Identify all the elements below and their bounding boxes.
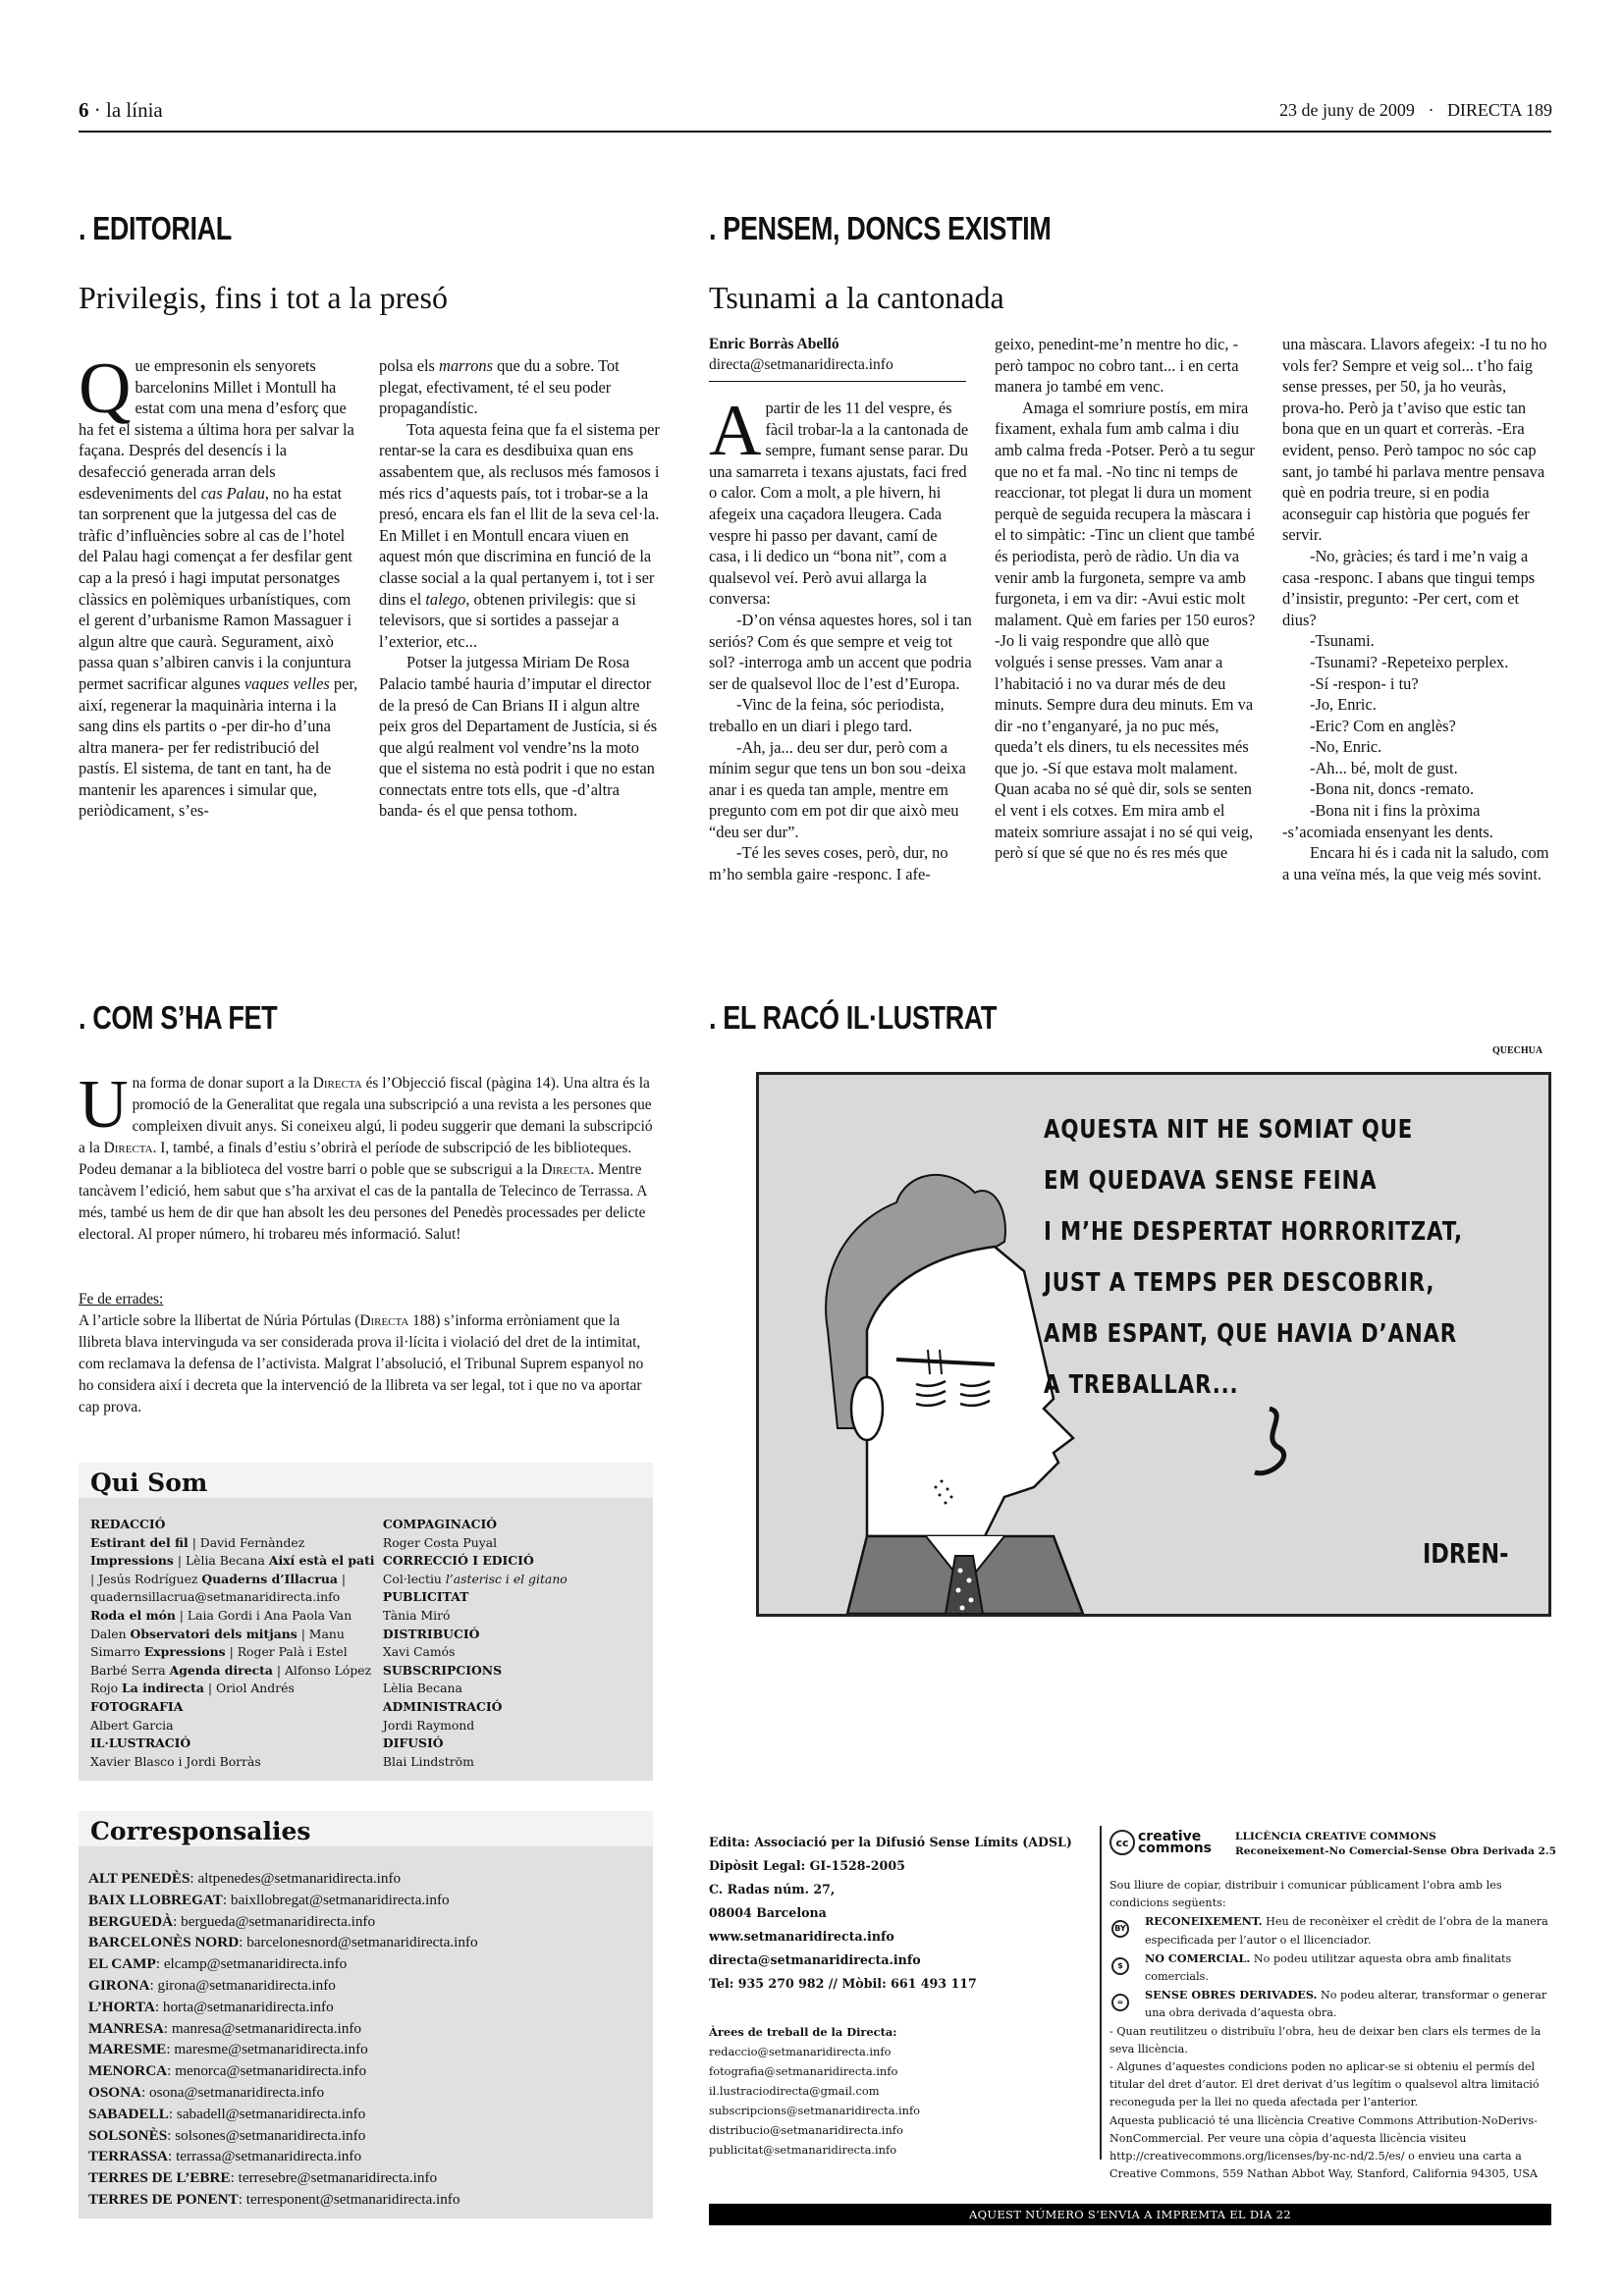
cartoon-credit: QUECHUA — [1492, 1045, 1543, 1056]
byline — [709, 334, 966, 382]
license-url-note: Aquesta publicació té una llicència Creative Commons Attribution-NoDerivs- NonCommercial. Per veure una còpia d’aquesta llicència visiteu http://creativecommons.org/licenses/by-nc-nd/2.5/es/ o envieu una carta a Creative Commons, 559 Nathan Abbot Way, Stanford, California 94305, USA — [1109, 2113, 1538, 2181]
qui-som-box — [79, 1463, 653, 1781]
dropcap: A — [709, 391, 762, 471]
list-item: MANRESA: manresa@setmanaridirecta.info — [88, 2019, 362, 2037]
pensem-section-title: . PENSEM, DONCS EXISTIM — [709, 210, 1052, 246]
license-title: LLICÈNCIA CREATIVE COMMONS Reconeixement-No Comercial-Sense Obra Derivada 2.5 — [1235, 1831, 1556, 1857]
editorial-column-2: polsa els marrons que du a sobre. Tot plegat, efectivament, té el seu poder propagandístic. Tota aquesta feina que fa el sistema per rentar-se la cara es desdibuixa quan ens assabentem que, als reclusos més famosos i més rics d’aquests país, tot i trobar-se a la presó, encara els fan el llit de la seva cel·la. En Millet i en Montull encara viuen en aquest món que discrimina en funció de la classe social a la qual pertanyem i, tot i ser dins el talego, obtenen privilegis: que si televisors, que si sortides a passejar a l’exterior, etc... Potser la jutgessa Miriam De Rosa Palacio també hauria d’imputar el director de la presó de Can Brians II i algun altre peix gros del Departament de Justícia, si és que algú realment vol vendre’ns la moto que el sistema no està podrit i que no estan connectats entre tots ells, que -d’altra banda- és el que pensa tothom. — [379, 356, 660, 821]
website-link[interactable]: www.setmanaridirecta.info — [709, 1929, 894, 1944]
qui-som-right-column: COMPAGINACIÓ Roger Costa Puyal CORRECCIÓ I EDICIÓ Col·lectiu l’asterisc i el gitano PUBLICITAT Tània Miró DISTRIBUCIÓ Xavi Camós SUBSCRIPCIONS Lèlia Becana ADMINISTRACIÓ Jordi Raymond DIFUSIÓ Blai Lindström — [382, 1517, 568, 1769]
license-condition: BY RECONEIXEMENT. Heu de reconèixer el crèdit de l’obra de la manera especificada per l’autor o el llicenciador. — [1109, 1912, 1556, 1949]
list-item: OSONA: osona@setmanaridirecta.info — [88, 2083, 325, 2101]
editorial-column-1: Que empresonin els senyorets barcelonins Millet i Montull ha estat com una mena d’esforç que ha fet el sistema a última hora per salvar la façana. Després del desencís i la desafecció generada arran dels esdeveniments del cas Palau, no ha estat tan sorprenent que la jutgessa del cas de tràfic d’influències sobre al cas de l’hotel del Palau hagi començat a fer desfilar gent cap a la presó i hagi imputat personatges clàssics en polèmiques urbanístiques, com el gerent d’urbanisme Ramon Massaguer i algun altre que caurà. Segurament, això passa quan s’albiren canvis i la conjuntura permet sacrificar algunes vaques velles per, així, regenerar la maquinària interna i la sang dins els partits o -per dir-ho d’una altra manera- per fer redistribució del pastís. El sistema, de tant en tant, ha de mantenir les aparences i simular que, periòdicament, s’es- — [79, 348, 358, 821]
corresponsalies-list — [79, 1846, 653, 2218]
comfet-body: Una forma de donar suport a la Directa és l’Objecció fiscal (pàgina 14). Una altra és la promoció de la Generalitat que regala una subscripció a una revista a les persones que compleixen divuit anys. Si coneixeu algú, li podeu suggerir que demani la subscripció a la Directa. I, també, a finals d’estiu s’obrirà el període de subscripció de les biblioteques. Podeu demanar a la biblioteca del vostre barri o poble que se subscrigui a la Directa. Mentre tancàvem l’edició, hem sabut que s’ha arxivat el cas de la pantalla de Telecinco de Terrassa. A més, també us hem de dir que han absolt les deu persones del Penedès processades per delicte electoral. Al proper número, hi trobareu més informació. Salut! — [79, 1067, 653, 1243]
errata-title: Fe de errades: — [79, 1291, 164, 1308]
pensem-headline: Tsunami a la cantonada — [709, 280, 1004, 315]
license-condition: = SENSE OBRES DERIVADES. No podeu alterar, transformar o generar una obra derivada d’aquesta obra. — [1109, 1986, 1556, 2022]
artist-signature: IDREN- — [1422, 1537, 1509, 1570]
cc-icon: cc — [1109, 1830, 1135, 1855]
license-condition: $ NO COMERCIAL. No podeu utilitzar aquesta obra amb finalitats comercials. — [1109, 1949, 1556, 1986]
list-item: MARESME: maresme@setmanaridirecta.info — [88, 2041, 368, 2058]
list-item: BERGUEDÀ: bergueda@setmanaridirecta.info — [88, 1912, 376, 1930]
dropcap: U — [79, 1067, 129, 1143]
list-item: EL CAMP: elcamp@setmanaridirecta.info — [88, 1955, 348, 1973]
issue-date: 23 de juny de 2009 — [1278, 100, 1415, 120]
header-rule — [79, 131, 1551, 133]
pensem-column-1: A partir de les 11 del vespre, és fàcil trobar-la a la cantonada de sempre, fumant sense parar. Du una samarreta i texans ajustats, faci fred o calor. Com a molt, a ple hivern, hi afegeix una caçadora lleugera. Cada vespre hi passo per davant, camí de casa, i li dedico un “bona nit”, com a qualsevol veí. Però avui allarga la conversa: -D’on vénsa aquestes hores, sol i tan seriós? Com és que sempre et veig tot sol? -interroga amb un accent que podria ser de qualsevol lloc de l’est d’Europa. -Vinc de la feina, sóc periodista, treballo en un diari i plego tard. -Ah, ja... deu ser dur, però com a mínim segur que tens un bon sou -deixa anar i es queda tan ample, mentre em pregunto com em pot dir que això meu “deu ser dur”. -Té les seves coses, però, dur, no m’ho sembla gaire -responc. I afe- — [709, 391, 972, 884]
issue-number: DIRECTA 189 — [1446, 100, 1552, 120]
qui-som-title: Qui Som — [79, 1463, 653, 1498]
list-item: L’HORTA: horta@setmanaridirecta.info — [88, 1998, 334, 2015]
license-terms: Sou lliure de copiar, distribuir i comunicar públicament l’obra amb les condicions següents: BY RECONEIXEMENT. Heu de reconèixer el crèdit de l’obra de la manera especificada per l’autor o el llicenciador. $ NO COMERCIAL. No podeu utilitzar aquesta obra amb finalitats comercials. = SENSE OBRES DERIVADES. No podeu alterar, transformar o generar una obra derivada d’aquesta obra. - Quan reutilitzeu o distribuïu l’obra, heu de deixar ben clars els termes de la seva llicència. - Algunes d’aquestes condicions poden no aplicar-se si obteniu el permís del titular del dret d’autor. El dret derivat d’us legítim o qualsevol altra limitació reconeguda per la llei no queda afectada per l’anterior. Aquesta publicació té una llicència Creative Commons Attribution-NoDerivs- NonCommercial. Per veure una còpia d’aquesta llicència visiteu http://creativecommons.org/licenses/by-nc-nd/2.5/es/ o envieu una carta a Creative Commons, 559 Nathan Abbot Way, Stanford, California 94305, USA — [1109, 1877, 1556, 2183]
comfet-section-title: . COM S’HA FET — [79, 999, 278, 1036]
page-header-right: 23 de juny de 2009 · DIRECTA 189 — [1278, 100, 1552, 120]
section-name: la línia — [106, 98, 163, 122]
list-item: TERRASSA: terrassa@setmanaridirecta.info — [88, 2148, 362, 2165]
corresponsalies-box — [79, 1811, 653, 2218]
pensem-column-2: geixo, penedint-me’n mentre ho dic, -però tampoc no cobro tant... i en certa manera jo també em venc. Amaga el somriure postís, em mira fixament, exhala fum amb calma i diu amb calma freda -Potser. Però a tu segur que no et fa mal. -No tinc ni temps de reaccionar, tot plegat li dura un moment perquè de seguida recupera la màscara i el to simpàtic: -Tinc un client que també és periodista, però de ràdio. Un dia va venir amb la furgoneta, sempre va amb furgoneta, i em va dir: -Avui estic molt malament. Què em faries per 150 euros? -Jo li vaig respondre que allò que volgués i sense presses. Vam anar a l’habitació i no va durar més de deu minuts. Sempre dura deu minuts. Em va dir -no t’enganyaré, ja no puc més, queda’t els diners, tu els necessites més que jo. -Sí que estava molt malament. Quan acaba no sé què dir, sols se senten el vent i els cotxes. Em mira amb el mateix somriure assajat i no sé qui veig, però sí que sé que no és res més que — [995, 335, 1256, 863]
list-item: SABADELL: sabadell@setmanaridirecta.info — [88, 2105, 366, 2122]
non-commercial-icon: $ — [1111, 1957, 1129, 1975]
racoil-section-title: . EL RACÓ IL·LUSTRAT — [709, 999, 997, 1036]
dropcap: Q — [79, 348, 132, 429]
list-item: SOLSONÈS: solsones@setmanaridirecta.info — [88, 2126, 366, 2144]
editorial-headline: Privilegis, fins i tot a la presó — [79, 280, 448, 315]
pensem-column-3: una màscara. Llavors afegeix: -I tu no ho vols fer? Sempre et veig sol... t’ho faig sense presses, per 50, ja ho veuràs, prova-ho. Però ja t’aviso que estic tan bona que en un quart et correràs. -Era evident, penso. Però tampoc no sóc cap sant, jo també hi parlava mentre pensava què en podria treure, si en podia aconseguir cap història que pogués fer servir. -No, gràcies; és tard i me’n vaig a casa -responc. I abans que tingui temps d’insistir, pregunto: -Per cert, com et dius? -Tsunami. -Tsunami? -Repeteixo perplex. -Sí -respon- i tu? -Jo, Enric. -Eric? Com en anglès? -No, Enric. -Ah... bé, molt de gust. -Bona nit, doncs -remato. -Bona nit i fins la pròxima -s’acomiada ensenyant les dents. Encara hi és i cada nit la saludo, com a una veïna més, la que veig més sovint. — [1282, 335, 1549, 883]
list-item: BARCELONÈS NORD: barcelonesnord@setmanaridirecta.info — [88, 1934, 478, 1951]
author-name: Enric Borràs Abelló — [709, 336, 839, 352]
creative-commons-logo: cc creative commons — [1109, 1828, 1216, 1857]
page-header-left: 6 · la línia — [79, 98, 163, 122]
publisher-info: Edita: Associació per la Difusió Sense Límits (ADSL) Dipòsit Legal: GI-1528-2005 C. Radas núm. 27, 08004 Barcelona www.setmanaridirecta.info directa@setmanaridirecta.info Tel: 935 270 982 // Mòbil: 661 493 117 — [709, 1831, 1102, 1996]
print-notice-bar: AQUEST NÚMERO S’ENVIA A IMPREMTA EL DIA 22 — [709, 2204, 1551, 2225]
attribution-icon: BY — [1111, 1920, 1129, 1938]
phone-numbers: Tel: 935 270 982 // Mòbil: 661 493 117 — [709, 1976, 977, 1991]
contact-email[interactable]: directa@setmanaridirecta.info — [709, 1952, 921, 1967]
speech-bubble-text: AQUESTA NIT HE SOMIAT QUE EM QUEDAVA SENSE FEINA I M’HE DESPERTAT HORRORITZAT, JUST A TEMPS PER DESCOBRIR, AMB ESPANT, QUE HAVIA D’ANAR A TREBALLAR... — [1044, 1115, 1463, 1400]
list-item: MENORCA: menorca@setmanaridirecta.info — [88, 2062, 367, 2080]
list-item: GIRONA: girona@setmanaridirecta.info — [88, 1976, 336, 1994]
cartoon — [756, 1072, 1551, 1617]
list-item: ALT PENEDÈS: altpenedes@setmanaridirecta.info — [88, 1870, 402, 1887]
errata: Fe de errades: A l’article sobre la llibertat de Núria Pórtulas (Directa 188) s’informa erròniament que la llibreta blava intervinguda va ser considerada prova il·lícita i violació del dret de la intimitat, com reclamava la defensa de l’activista. Malgrat l’absolució, el Tribunal Suprem espanyol no ho considera així i decreta que la intervenció de la llibreta va ser legal, tot i que no va aportar cap prova. — [79, 1291, 644, 1415]
list-item: TERRES DE PONENT: terresponent@setmanaridirecta.info — [88, 2190, 460, 2208]
list-item: BAIX LLOBREGAT: baixllobregat@setmanaridirecta.info — [88, 1891, 450, 1908]
qui-som-left-column: REDACCIÓ Estirant del fil | David Fernàndez Impressions | Lèlia Becana Així està el pati | Jesús Rodríguez Quaderns d’Illacrua | quadernsillacrua@setmanaridirecta.info Roda el món | Laia Gordi i Ana Paola Van Dalen Observatori dels mitjans | Manu Simarro Expressions | Roger Palà i Estel Barbé Serra Agenda directa | Alfonso López Rojo La indirecta | Oriol Andrés FOTOGRAFIA Albert Garcia IL·LUSTRACIÓ Xavier Blasco i Jordi Borràs — [90, 1517, 375, 1769]
work-areas: Àrees de treball de la Directa: redaccio@setmanaridirecta.info fotografia@setmanaridirecta.info il.lustraciodirecta@gmail.com subscripcions@setmanaridirecta.info distribucio@setmanaridirecta.info publicitat@setmanaridirecta.info — [709, 2025, 921, 2157]
editorial-section-title: . EDITORIAL — [79, 210, 232, 246]
list-item: TERRES DE L’EBRE: terresebre@setmanaridirecta.info — [88, 2169, 438, 2187]
author-email[interactable]: directa@setmanaridirecta.info — [709, 356, 893, 373]
corresponsalies-title: Corresponsalies — [79, 1811, 653, 1846]
page-number: 6 — [79, 98, 89, 122]
no-derivatives-icon: = — [1111, 1994, 1129, 2011]
